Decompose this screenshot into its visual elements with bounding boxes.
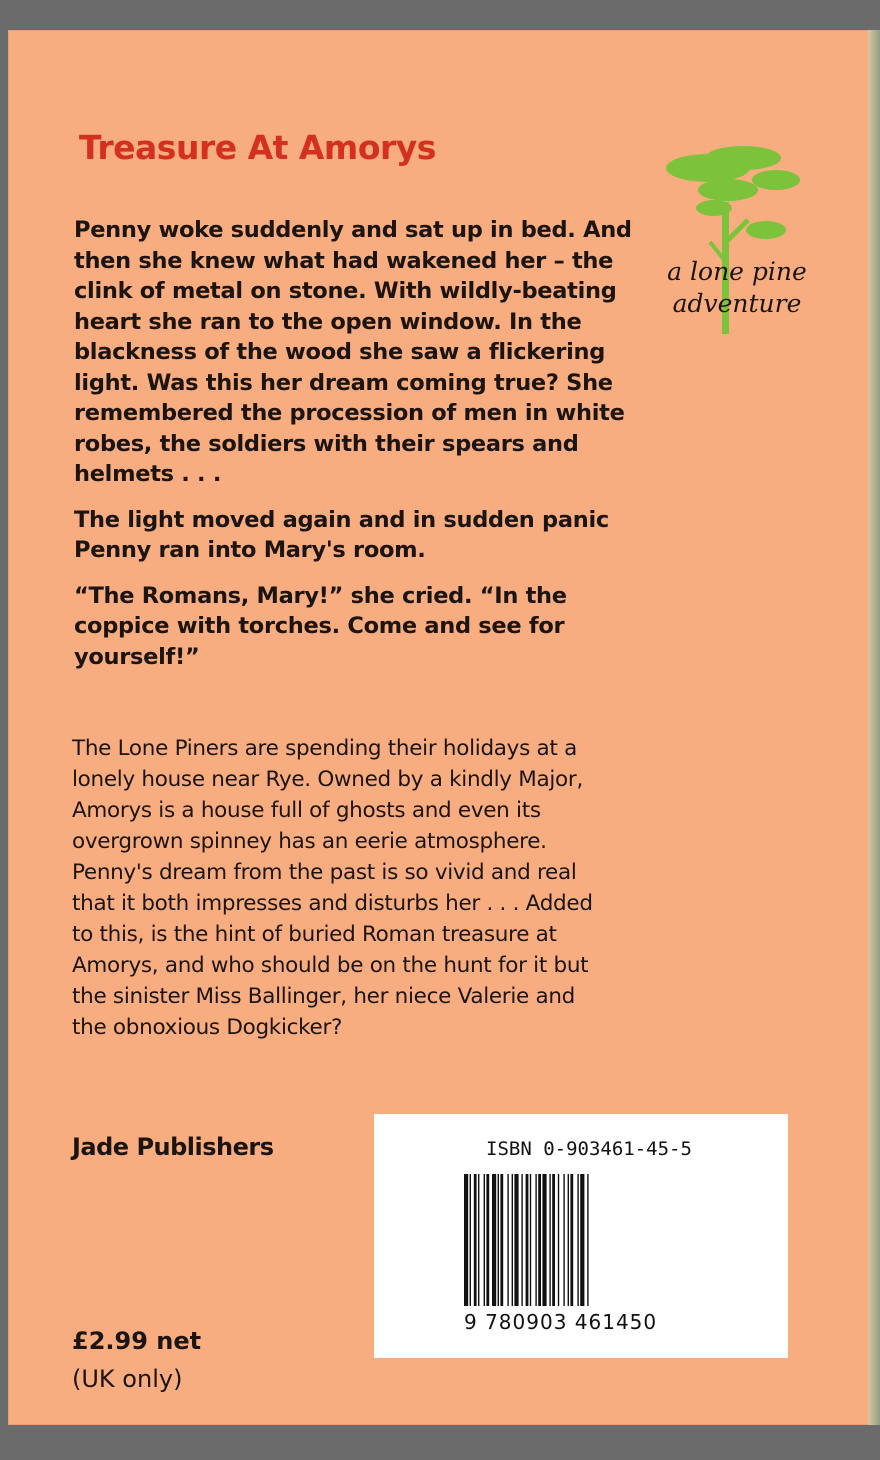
price-region: (UK only) bbox=[72, 1365, 183, 1393]
blurb-paragraph: “The Romans, Mary!” she cried. “In the coppice with torches. Come and see for yourself!” bbox=[74, 582, 567, 670]
blurb-paragraph: Penny woke suddenly and sat up in bed. And then she knew what had wakened her – the clink of metal on stone. With wildly-beating heart she ran to the open window. In the blackness of the wood she saw a flickering light. Was this her dream coming true? She remembered the procession of men in white robes, the soldiers with their spears and helmets . . . bbox=[74, 217, 632, 487]
barcode-bar bbox=[486, 1174, 489, 1306]
barcode-bar bbox=[577, 1174, 578, 1306]
barcode-panel bbox=[374, 1114, 788, 1358]
page-edge bbox=[868, 30, 880, 1425]
barcode-bar bbox=[478, 1174, 479, 1306]
barcode-bar bbox=[470, 1174, 471, 1306]
book-title: Treasure At Amorys bbox=[79, 128, 436, 167]
barcode-bar bbox=[587, 1174, 588, 1306]
barcode-bar bbox=[507, 1174, 508, 1306]
price-amount: £2.99 net bbox=[72, 1327, 202, 1355]
barcode-bar bbox=[552, 1174, 555, 1306]
barcode-bar bbox=[484, 1174, 485, 1306]
series-logo bbox=[648, 142, 818, 337]
barcode-icon bbox=[462, 1174, 692, 1324]
barcode-bar bbox=[542, 1174, 546, 1306]
barcode-bar bbox=[558, 1174, 559, 1306]
series-logo-line1: a lone pine bbox=[667, 257, 807, 286]
barcode-bar bbox=[512, 1174, 513, 1306]
barcode-bar bbox=[535, 1174, 536, 1306]
barcode-digits: 9 780903 461450 bbox=[464, 1310, 658, 1334]
barcode-bar bbox=[538, 1174, 541, 1306]
barcode-bar bbox=[570, 1174, 573, 1306]
barcode-bar bbox=[580, 1174, 584, 1306]
isbn-text: ISBN 0-903461-45-5 bbox=[486, 1138, 692, 1160]
barcode-bar bbox=[549, 1174, 550, 1306]
barcode-bar bbox=[474, 1174, 477, 1306]
series-logo-text bbox=[662, 256, 812, 320]
series-logo-line2: adventure bbox=[672, 289, 802, 318]
barcode-bar bbox=[530, 1174, 531, 1306]
barcode-bar bbox=[498, 1174, 499, 1306]
barcode-bar bbox=[521, 1174, 522, 1306]
barcode-bar bbox=[568, 1174, 569, 1306]
barcode-bar bbox=[500, 1174, 503, 1306]
blurb-summary: The Lone Piners are spending their holidays at a lonely house near Rye. Owned by a kindly Major, Amorys is a house full of ghosts and even its overgrown spinney has an eerie atmosphere. Penny's dream from the past is so vivid and real that it both impresses and disturbs her . . . Added to this, is the hint of buried Roman treasure at Amorys, and who should be on the hunt for it but the sinister Miss Ballinger, her niece Valerie and the obnoxious Dogkicker? bbox=[72, 736, 593, 1040]
barcode-bar bbox=[464, 1174, 468, 1306]
blurb-paragraph: The light moved again and in sudden panic Penny ran into Mary's room. bbox=[74, 506, 609, 563]
barcode-bar bbox=[514, 1174, 518, 1306]
price-block bbox=[72, 1322, 201, 1398]
barcode-bar bbox=[492, 1174, 496, 1306]
publisher-name: Jade Publishers bbox=[72, 1133, 274, 1161]
barcode-bar bbox=[526, 1174, 529, 1306]
blurb-excerpt bbox=[74, 215, 634, 687]
barcode-bar bbox=[563, 1174, 564, 1306]
